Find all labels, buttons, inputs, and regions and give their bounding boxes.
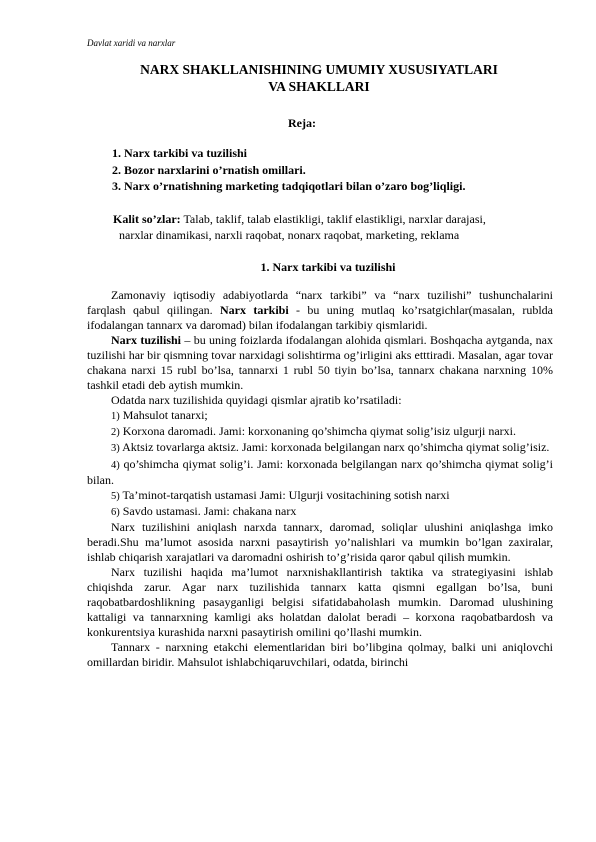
paragraph-text: - bu uning mutlaq ko’rsatgichlar(masalan, rublda ifodalangan tannarx va daromad) bilan ifodalangan tarkibiy qismlaridi. [87,303,553,333]
keywords-line-2: narxlar dinamikasi, narxli raqobat, nonarx raqobat, marketing, reklama [119,228,460,242]
paragraph [87,288,553,333]
list-item [87,457,553,488]
list-item [87,440,553,456]
list-item [87,488,553,504]
plan-list [112,145,465,195]
list-item [87,424,553,440]
list-text: Ta’minot-tarqatish ustamasi Jami: Ulgurji vositachining sotish narxi [119,487,450,502]
list-item [87,504,553,520]
list-number: 4) [111,459,120,471]
list-number: 6) [111,506,120,518]
paragraph: Tannarx - narxning etakchi elementlaridan biri bo’libgina qolmay, balki uni aniqlovchi omillardan biridir. Mahsulot ishlabchiqaruvchilari, odatda, birinchi [87,640,553,670]
body-text [87,288,553,670]
keywords-label: Kalit so’zlar: [113,212,181,226]
list-number: 1) [111,411,120,423]
plan-item: 2. Bozor narxlarini o’rnatish omillari. [112,162,306,177]
list-text: Mahsulot tanarxi; [119,408,208,423]
list-number: 5) [111,490,120,502]
list-item [87,408,553,424]
title-line-1: NARX SHAKLLANISHINING UMUMIY XUSUSIYATLARI [140,62,498,77]
section-heading: 1. Narx tarkibi va tuzilishi [260,260,396,274]
paragraph-text: Zamonaviy iqtisodiy adabiyotlarda “narx tarkibi” va “narx tuzilishi” tushunchalarini farqlash qabul qiilingan. [87,288,553,318]
list-text: Savdo ustamasi. Jami: chakana narx [119,503,297,518]
term-narx-tarkibi: Narx tarkibi [220,303,289,318]
document-title [87,61,551,95]
paragraph [87,333,553,393]
running-header: Davlat xaridi va narxlar [87,38,176,48]
paragraph: Narx tuzilishini aniqlash narxda tannarx, daromad, soliqlar ulushini aniqlashga imko beradi.Shu ma’lumot asosida narxni pasaytirish yo’nalishlari va mumkin bo’lgan zaxiralar, ishlab chiqarish xarajatlari va daromadni oshirish to’g’risida qaror qabul qilish mumkin. [87,519,553,564]
keywords-block [113,211,553,243]
list-text: qo’shimcha qiymat solig’i. Jami: korxonada belgilangan narx qo’shimcha qiymat solig’i bilan. [87,456,553,487]
list-number: 2) [111,427,120,439]
list-number: 3) [111,443,120,455]
paragraph: Narx tuzilishi haqida ma’lumot narxnishakllantirish taktika va strategiyasini ishlab chiqishda zarur. Agar narx tuzilishida tannarx katta qismni egallgan bo’lsa, buni raqobatbardoshlikning pasayganligi belgisi sifatidabaholash mumkin. Daromad ulushining kattaligi va tannarxning kamligi aks holatdan dalolat beradi – korxona raqobatbardosh va konkurentsiya kurashida narxni pasaytirish omilini qo’llashi mumkin. [87,564,553,640]
plan-item: 3. Narx o’rnatishning marketing tadqiqotlari bilan o’zaro bog’liqligi. [112,179,466,193]
plan-heading: Reja: [288,116,316,130]
list-text: Korxona daromadi. Jami: korxonaning qo’shimcha qiymat solig’isiz ulgurji narxi. [119,424,517,439]
paragraph: Odatda narx tuzilishida quyidagi qismlar ajratib ko’rsatiladi: [111,393,402,408]
term-narx-tuzilishi: Narx tuzilishi [111,333,182,348]
plan-item: 1. Narx tarkibi va tuzilishi [112,146,248,160]
paragraph-text: – bu uning foizlarda ifodalangan alohida qismlari. Boshqacha aytganda, nax tuzilishi har bir qismning tovar narxidagi solishtirma og’irligini aks etttiradi. Masalan, agar tovar chakana narxi 15 rubl bo’lsa, tannarxi 1 rubl 50 tiyin bo’lsa, tannarx chakana narxning 10% tashkil etadi deb aytish mumkin. [87,333,553,393]
keywords-line-1: Talab, taklif, talab elastikligi, taklif elastikligi, narxlar darajasi, [180,212,486,226]
list-text: Aktsiz tovarlarga aktsiz. Jami: korxonada belgilangan narx qo’shimcha qiymat solig’isiz. [119,440,550,455]
title-line-2: VA SHAKLLARI [268,79,370,94]
